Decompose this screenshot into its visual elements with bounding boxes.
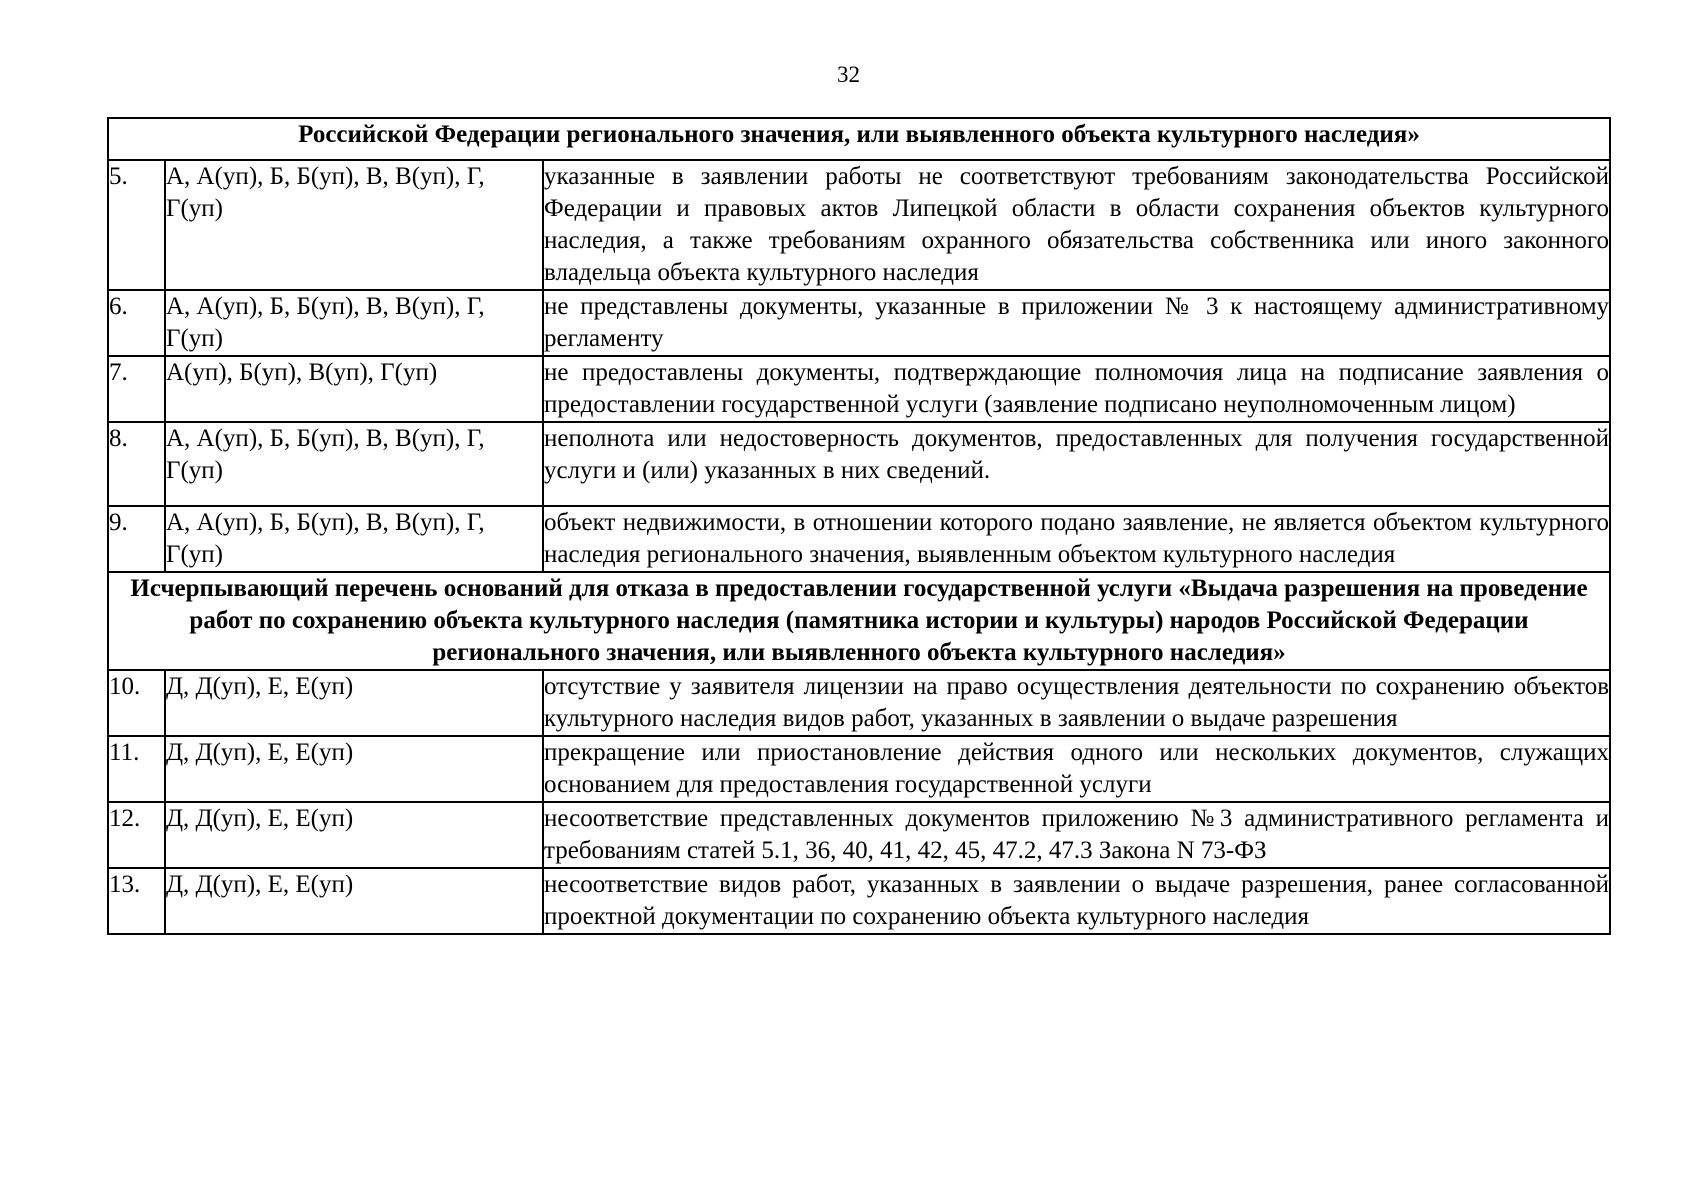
row-number: 8. (108, 422, 165, 506)
table-row (108, 290, 1610, 356)
row-number: 11. (108, 736, 165, 802)
table-row (108, 506, 1610, 572)
row-reason: отсутствие у заявителя лицензии на право осуществления деятельности по сохранению объектов культурного наследия видов работ, указанных в заявлении о выдаче разрешения (543, 670, 1610, 736)
section-heading-row (108, 572, 1610, 670)
row-number: 10. (108, 670, 165, 736)
row-reason: не предоставлены документы, подтверждающие полномочия лица на подписание заявления о предоставлении государственной услуги (заявление подписано неуполномоченным лицом) (543, 356, 1610, 422)
row-categories: Д, Д(уп), Е, Е(уп) (165, 868, 543, 934)
table-row (108, 802, 1610, 868)
row-reason: указанные в заявлении работы не соответствуют требованиям законодательства Российской Федерации и правовых актов Липецкой области в области сохранения объектов культурного наследия, а также требованиям охранного обязательства собственника или иного законного владельца объекта культурного наследия (543, 160, 1610, 290)
row-categories: А, А(уп), Б, Б(уп), В, В(уп), Г, Г(уп) (165, 506, 543, 572)
table-row (108, 160, 1610, 290)
section-2-heading: Исчерпывающий перечень оснований для отказа в предоставлении государственной услуги «Выдача разрешения на проведение работ по сохранению объекта культурного наследия (памятника истории и культуры) народов Российской Федерации регионального значения, или выявленного объекта культурного наследия» (108, 572, 1610, 670)
table-row (108, 868, 1610, 934)
row-reason: не представлены документы, указанные в приложении № 3 к настоящему административному регламенту (543, 290, 1610, 356)
row-reason: несоответствие представленных документов приложению №3 административного регламента и требованиям статей 5.1, 36, 40, 41, 42, 45, 47.2, 47.3 Закона N 73-ФЗ (543, 802, 1610, 868)
row-number: 12. (108, 802, 165, 868)
row-categories: А, А(уп), Б, Б(уп), В, В(уп), Г, Г(уп) (165, 290, 543, 356)
row-number: 5. (108, 160, 165, 290)
row-number: 9. (108, 506, 165, 572)
row-reason: неполнота или недостоверность документов, предоставленных для получения государственной услуги и (или) указанных в них сведений. (543, 422, 1610, 506)
row-categories: Д, Д(уп), Е, Е(уп) (165, 670, 543, 736)
row-number: 7. (108, 356, 165, 422)
row-reason: объект недвижимости, в отношении которого подано заявление, не является объектом культурного наследия регионального значения, выявленным объектом культурного наследия (543, 506, 1610, 572)
table-row (108, 356, 1610, 422)
row-categories: А, А(уп), Б, Б(уп), В, В(уп), Г, Г(уп) (165, 160, 543, 290)
section-1-heading: Российской Федерации регионального значения, или выявленного объекта культурного наследия» (108, 118, 1610, 160)
row-categories: А(уп), Б(уп), В(уп), Г(уп) (165, 356, 543, 422)
table-row (108, 736, 1610, 802)
row-reason: прекращение или приостановление действия одного или нескольких документов, служащих основанием для предоставления государственной услуги (543, 736, 1610, 802)
row-number: 6. (108, 290, 165, 356)
row-number: 13. (108, 868, 165, 934)
row-categories: Д, Д(уп), Е, Е(уп) (165, 736, 543, 802)
refusal-grounds-table (107, 117, 1611, 935)
page-number: 32 (837, 62, 860, 87)
row-reason: несоответствие видов работ, указанных в заявлении о выдаче разрешения, ранее согласованной проектной документации по сохранению объекта культурного наследия (543, 868, 1610, 934)
row-categories: А, А(уп), Б, Б(уп), В, В(уп), Г, Г(уп) (165, 422, 543, 506)
table-row (108, 422, 1610, 506)
row-categories: Д, Д(уп), Е, Е(уп) (165, 802, 543, 868)
table-row (108, 670, 1610, 736)
section-heading-row (108, 118, 1610, 160)
